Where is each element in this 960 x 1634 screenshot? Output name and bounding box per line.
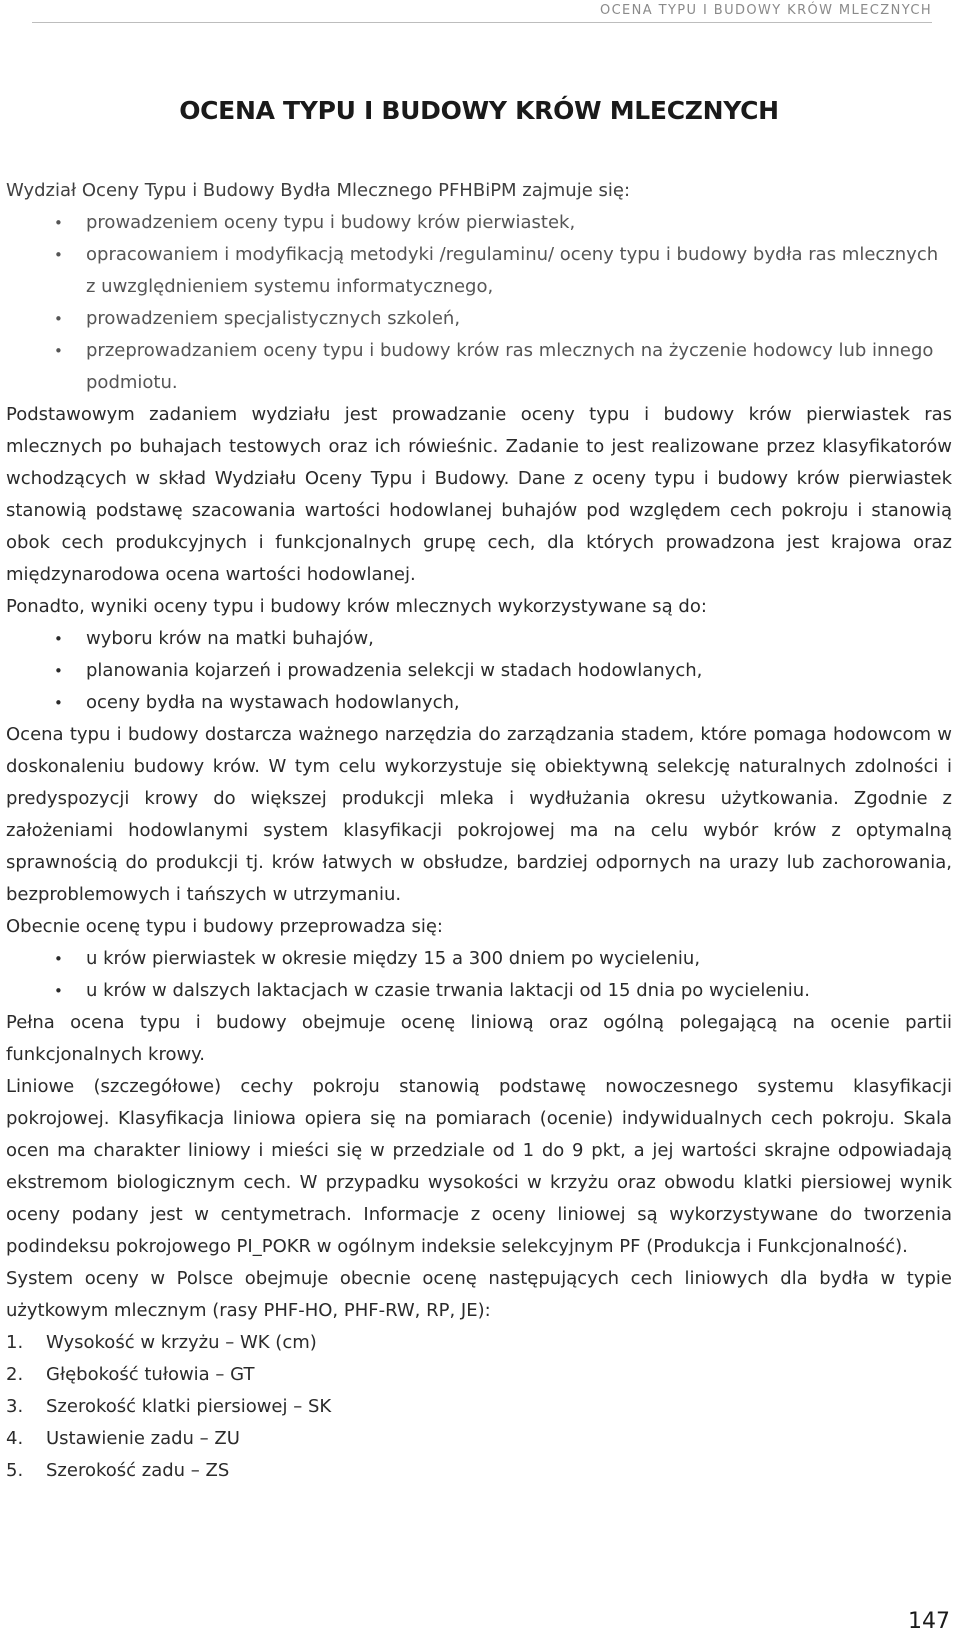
running-header: OCENA TYPU I BUDOWY KRÓW MLECZNYCH [32,0,932,23]
page-content [6,96,952,1487]
list-number: 3. [6,1396,24,1417]
list-number: 5. [6,1460,24,1481]
page-title: OCENA TYPU I BUDOWY KRÓW MLECZNYCH [179,96,779,125]
list-item [6,1359,952,1391]
tasks-list [6,207,952,399]
list-item [6,1455,952,1487]
list-number: 2. [6,1364,24,1385]
list-item [6,1423,952,1455]
paragraph-uses-intro: Ponadto, wyniki oceny typu i budowy krów mlecznych wykorzystywane są do: [6,596,707,617]
uses-list [6,623,952,719]
list-item: • wyboru krów na matki buhajów, [6,623,952,655]
page-number: 147 [908,1609,950,1634]
list-item: • prowadzeniem oceny typu i budowy krów pierwiastek, [6,207,952,239]
trait-label: Szerokość zadu – ZS [46,1460,230,1481]
list-item: • planowania kojarzeń i prowadzenia selekcji w stadach hodowlanych, [6,655,952,687]
traits-list [6,1327,952,1487]
paragraph-timing-intro: Obecnie ocenę typu i budowy przeprowadza się: [6,916,444,937]
trait-label: Ustawienie zadu – ZU [46,1428,240,1449]
paragraph-linear-traits: Liniowe (szczegółowe) cechy pokroju stanowią podstawę nowoczesnego systemu klasyfikacji pokrojowej. Klasyfikacja liniowa opiera się na pomiarach (ocenie) indywidualnych cech pokroju. Skala ocen ma charakter liniowy i mieści się w przedziale od 1 do 9 pkt, a jej wartości skrajne odpowiadają ekstremom biologicznym cech. W przypadku wysokości w krzyżu oraz obwodu klatki piersiowej wynik oceny podany jest w centymetrach. Informacje z oceny liniowej są wykorzystywane do tworzenia podindeksu pokrojowego PI_POKR w ogólnym indeksie selekcyjnym PF (Produkcja i Funkcjonalność). [6,1076,952,1257]
intro-paragraph: Wydział Oceny Typu i Budowy Bydła Mlecznego PFHBiPM zajmuje się: [6,180,631,201]
paragraph-herd-management: Ocena typu i budowy dostarcza ważnego narzędzia do zarządzania stadem, które pomaga hodowcom w doskonaleniu budowy krów. W tym celu wykorzystuje się obiektywną selekcję naturalnych zdolności i predyspozycji krowy do większej produkcji mleka i wydłużania okresu użytkowania. Zgodnie z założeniami hodowlanymi system klasyfikacji pokrojowej ma na celu wybór krów z optymalną sprawnością do produkcji tj. krów łatwych w obsłudze, bardziej odpornych na urazy lub zachorowania, bezproblemowych i tańszych w utrzymaniu. [6,724,952,905]
paragraph-main-task: Podstawowym zadaniem wydziału jest prowadzanie oceny typu i budowy krów pierwiastek ras mlecznych po buhajach testowych oraz ich rówieśnic. Zadanie to jest realizowane przez klasyfikatorów wchodzących w skład Wydziału Oceny Typu i Budowy. Dane z oceny typu i budowy krów pierwiastek stanowią podstawę szacowania wartości hodowlanej buhajów pod względem cech pokroju i stanowią obok cech produkcyjnych i funkcjonalnych grupę cech, dla których prowadzona jest krajowa oraz międzynarodowa ocena wartości hodowlanej. [6,404,952,585]
paragraph-full-assessment: Pełna ocena typu i budowy obejmuje ocenę liniową oraz ogólną polegającą na ocenie partii funkcjonalnych krowy. [6,1012,952,1065]
timing-list [6,943,952,1007]
list-item: • u krów w dalszych laktacjach w czasie trwania laktacji od 15 dnia po wycieleniu. [6,975,952,1007]
list-item: • opracowaniem i modyfikacją metodyki /regulaminu/ oceny typu i budowy bydła ras mlecznych z uwzględnieniem systemu informatycznego, [6,239,952,303]
list-number: 1. [6,1332,24,1353]
list-item [6,1391,952,1423]
list-number: 4. [6,1428,24,1449]
paragraph-system-poland: System oceny w Polsce obejmuje obecnie ocenę następujących cech liniowych dla bydła w typie użytkowym mlecznym (rasy PHF-HO, PHF-RW, RP, JE): [6,1268,952,1321]
trait-label: Szerokość klatki piersiowej – SK [46,1396,332,1417]
trait-label: Wysokość w krzyżu – WK (cm) [46,1332,317,1353]
trait-label: Głębokość tułowia – GT [46,1364,255,1385]
list-item: • oceny bydła na wystawach hodowlanych, [6,687,952,719]
list-item: • u krów pierwiastek w okresie między 15 a 300 dniem po wycieleniu, [6,943,952,975]
list-item [6,1327,952,1359]
list-item: • przeprowadzaniem oceny typu i budowy krów ras mlecznych na życzenie hodowcy lub innego podmiotu. [6,335,952,399]
list-item: • prowadzeniem specjalistycznych szkoleń, [6,303,952,335]
